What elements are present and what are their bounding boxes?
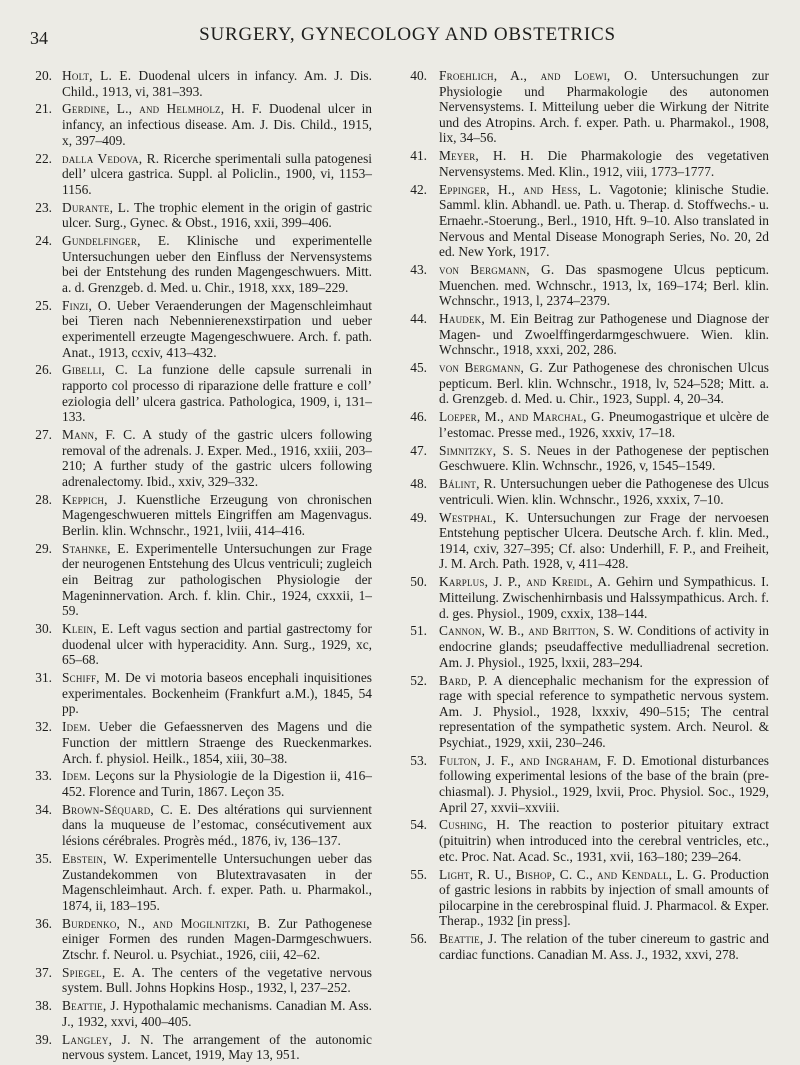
reference-author: Ebstein, W. [62,850,129,866]
reference-entry [22,68,372,99]
reference-number: 32. [35,719,52,735]
reference-author: Beattie, J. [439,931,497,947]
reference-author: Cannon, W. B., and Britton, S. W. [439,623,634,639]
reference-author: Haudek, M. [439,311,506,327]
reference-text: Untersuchungen ueber die Pathogenese des Ulcus ventriculi. Wien. klin. Wchnschr., 1926, xxxix, 7–10. [439,476,769,507]
reference-author: Keppich, J. [62,491,127,507]
reference-text: Ein Beitrag zur Pathogenese und Diagnose der Magen- und Zwoelffingerdarmgeschwuere. Wien. klin. Wchnschr., 1918, xxxi, 202, 286. [439,311,769,358]
reference-number: 37. [35,964,52,980]
running-head: SURGERY, GYNECOLOGY AND OBSTETRICS [199,24,616,45]
reference-author: Durante, L. [62,199,130,215]
reference-entry [22,151,372,198]
reference-entry [397,182,769,260]
reference-text: Zur Pathogenese des chronischen Ulcus pepticum. Berl. klin. Wchnschr., 1918, lv, 524–528; Mitt. a. d. Grenzgeb. d. Med. u. Chir., 1923, Suppl. 4, 20–34. [439,360,769,407]
reference-entry [22,541,372,619]
reference-author: Burdenko, N., and Mogilnitzki, B. [62,915,271,931]
reference-text: Klinische und experimentelle Untersuchungen ueber den Einfluss der Nervensystems bei der Entstehung des runden Magengeschwuers. Mitt. a. d. Grenzgeb. d. Med. u. Chir., 1918, xxx, 189–229. [62,233,372,295]
reference-author: von Bergmann, G. [439,262,555,278]
reference-author: Cushing, H. [439,817,510,833]
reference-entry [397,443,769,474]
reference-number: 52. [410,672,427,688]
reference-number: 30. [35,621,52,637]
reference-number: 48. [410,476,427,492]
reference-author: Stahnke, E. [62,540,130,556]
reference-entry [397,817,769,864]
reference-number: 28. [35,491,52,507]
reference-entry [397,409,769,440]
reference-number: 41. [410,148,427,164]
reference-author: Idem. [62,719,91,735]
reference-entry [22,298,372,360]
reference-author: Simnitzky, S. S. [439,442,531,458]
reference-entry [397,931,769,962]
reference-entry [397,673,769,751]
reference-entry [397,360,769,407]
reference-entry [22,719,372,766]
reference-text: Kuenstliche Erzeugung von chronischen Magengeschwueren mittels Eingriffen am Magenvagus. Berlin. klin. Wchnschr., 1921, lviii, 414–416. [62,491,372,538]
reference-entry [22,916,372,963]
reference-number: 26. [35,362,52,378]
reference-number: 33. [35,768,52,784]
reference-entry [397,623,769,670]
reference-number: 53. [410,752,427,768]
reference-entry [22,362,372,424]
reference-author: Bálint, R. [439,476,497,492]
reference-entry [22,768,372,799]
reference-number: 23. [35,199,52,215]
reference-text: Vagotonie; klinische Studie. Samml. klin. Abhandl. ue. Path. u. Therap. d. Stoffwechs.- u. Ernaehr.-Stoerung., Berl., 1910, Hft. 9–10. Also translated in Nervous and Mental Disease Monograph Series, No. 20, 2d ed. New York, 1917. [439,181,770,260]
reference-author: Karplus, J. P., and Kreidl, A. [439,574,611,590]
reference-number: 21. [35,101,52,117]
reference-text: Hypothalamic mechanisms. Canadian M. Ass. J., 1932, xxvi, 400–405. [62,998,372,1029]
reference-number: 36. [35,915,52,931]
page-header [30,22,785,52]
reference-entry [397,476,769,507]
reference-author: Klein, E. [62,621,114,637]
reference-text: Ueber die Gefaessnerven des Magens und die Function der mittlern Straenge des Rueckenmarkes. Arch. f. physiol. Heilk., 1854, xiii, 30–38. [62,719,372,766]
reference-author: von Bergmann, G. [439,360,543,376]
reference-entry [22,200,372,231]
reference-author: Beattie, J. [62,998,120,1014]
reference-number: 34. [35,801,52,817]
reference-author: Fulton, J. F., and Ingraham, F. D. [439,752,636,768]
reference-text: Gehirn und Sympathicus. I. Mitteilung. Zwischenhirnbasis und Halssympathicus. Arch. f. d. ges. Physiol., 1909, cxxix, 138–144. [439,574,769,621]
reference-entry [22,998,372,1029]
reference-number: 46. [410,409,427,425]
reference-entry [22,233,372,295]
reference-entry [22,965,372,996]
reference-text: La funzione delle capsule surrenali in rapporto col processo di riparazione delle fratture e coll’ eziologia dell’ ulcera gastrica. Pathologica, 1909, i, 131–133. [62,362,372,425]
reference-author: Loeper, M., and Marchal, G. [439,409,605,425]
reference-text: The reaction to posterior pituitary extract (pituitrin) when introduced into the cerebral ventricles, etc., etc. Proc. Nat. Acad. Sc., 1931, xvii, 163–180; 239–264. [439,817,769,864]
reference-number: 47. [410,442,427,458]
reference-entry [22,1032,372,1063]
reference-entry [397,753,769,815]
reference-text: Pneumogastrique et ulcère de l’estomac. Presse med., 1926, xxxiv, 17–18. [439,409,769,440]
reference-number: 42. [410,181,427,197]
reference-number: 56. [410,931,427,947]
reference-number: 29. [35,540,52,556]
reference-author: Light, R. U., Bishop, C. C., and Kendall, L. G. [439,866,707,882]
reference-entry [22,670,372,717]
reference-author: Finzi, O. [62,297,112,313]
reference-number: 51. [410,623,427,639]
reference-text: Zur Pathogenese einiger Formen des runden Magen-Darmgeschwuers. Ztschr. f. Neurol. u. Psychiat., 1926, ciii, 42–62. [62,915,372,962]
reference-text: Emotional disturbances following experimental lesions of the base of the brain (pre-chiasmal). J. Physiol., 1929, lxvii, Proc. Physiol. Soc., 1929, April 27, xxvii–xxviii. [439,752,769,815]
reference-number: 50. [410,574,427,590]
reference-text: Left vagus section and partial gastrectomy for duodenal ulcer with hyperacidity. Ann. Surg., 1929, xc, 65–68. [62,621,372,668]
reference-number: 35. [35,850,52,866]
reference-author: Gundelfinger, E. [62,233,170,249]
reference-text: The centers of the vegetative nervous system. Bull. Johns Hopkins Hosp., 1932, l, 237–252. [62,964,373,996]
reference-text: Experimentelle Untersuchungen ueber das Zustandekommen von Blutextravasaten in der Magenschleimhaut. Arch. f. exper. Path. u. Pharmakol., 1874, ii, 183–195. [62,850,372,913]
reference-number: 55. [410,866,427,882]
reference-number: 39. [35,1031,52,1047]
reference-entry [397,867,769,929]
reference-text: Untersuchungen zur Physiologie und Pharmakologie des autonomen Nervensystems. I. Mitteilung ueber die Wirkung der Nitrite und des Atropins. Arch. f. exper. Path. u. Pharmakol., 1908, lix, 34–56. [439,68,769,146]
reference-number: 43. [410,262,427,278]
reference-text: Das spasmogene Ulcus pepticum. Muenchen. med. Wchnschr., 1913, lx, 169–174; Berl. klin. Wchnschr., 1913, l, 2374–2379. [439,262,769,309]
reference-number: 54. [410,817,427,833]
reference-text: Production of gastric lesions in rabbits by injection of small amounts of pilocarpine in the cerebrospinal fluid. J. Pharmacol. & Exper. Therap., 1932 [in press]. [439,866,769,929]
reference-text: Duodenal ulcers in infancy. Am. J. Dis. Child., 1913, vi, 381–393. [62,68,372,99]
reference-number: 24. [35,233,52,249]
reference-entry [397,148,769,179]
reference-author: Froehlich, A., and Loewi, O. [439,68,638,83]
reference-author: Spiegel, E. A. [62,964,145,980]
reference-text: Conditions of activity in endocrine glands; pseudaffective medulliadrenal secretion. Am. J. Physiol., 1925, lxxii, 283–294. [439,623,769,670]
reference-number: 22. [35,150,52,166]
reference-entry [22,621,372,668]
page-number: 34 [30,28,48,48]
reference-author: Meyer, H. H. [439,148,534,164]
reference-text: Die Pharmakologie des vegetativen Nervensystems. Med. Klin., 1912, viii, 1773–1777. [439,148,769,179]
reference-text: Experimentelle Untersuchungen zur Frage der neurogenen Entstehung des Ulcus ventriculi; zugleich ein Beitrag zur pathologischen Physiologie der Mageninnervation. Arch. f. klin. Chir., 1924, cxxxii, 1–59. [62,540,372,619]
reference-text: A study of the gastric ulcers following removal of the adrenals. J. Exper. Med., 1916, xxiii, 203–210; A further study of the gastric ulcers following adrenalectomy. Ibid., xxiv, 329–332. [62,427,372,489]
reference-text: Leçons sur la Physiologie de la Digestion ii, 416–452. Florence and Turin, 1867. Leçon 35. [62,768,372,799]
reference-author: Langley, J. N. [62,1031,154,1047]
reference-author: Mann, F. C. [62,427,136,443]
reference-number: 49. [410,509,427,525]
reference-number: 44. [410,311,427,327]
reference-text: The trophic element in the origin of gastric ulcer. Surg., Gynec. & Obst., 1916, xxii, 399–406. [62,199,372,231]
reference-author: Brown-Séquard, C. E. [62,801,192,817]
reference-text: A diencephalic mechanism for the expression of rage with special reference to sympathetic nervous system. Am. J. Physiol., 1928, lxxxiv, 490–515; The central representation of the sympathetic system. Arch. Neurol. & Psychiat., 1929, xxii, 230–246. [439,672,770,750]
reference-entry [22,851,372,913]
references-column-left [22,68,372,1065]
reference-entry [397,262,769,309]
reference-author: Gerdine, L., and Helmholz, H. F. [62,101,263,117]
reference-number: 27. [35,427,52,443]
reference-entry [397,68,769,146]
reference-author: Westphal, K. [439,509,519,525]
reference-entry [22,492,372,539]
reference-text: Duodenal ulcer in infancy, an infectious disease. Am. J. Dis. Child., 1915, x, 397–409. [62,101,372,148]
reference-author: Idem. [62,768,91,784]
reference-author: Gibelli, C. [62,362,128,378]
reference-number: 38. [35,998,52,1014]
references-column-right [397,68,769,965]
reference-author: dalla Vedova, R. [62,150,160,166]
reference-text: De vi motoria baseos encephali inquisitiones experimentales. Bockenheim (Frankfurt a.M.), 1845, 54 pp. [62,670,372,717]
reference-entry [22,427,372,489]
reference-author: Holt, L. E. [62,68,132,83]
reference-number: 45. [410,360,427,376]
reference-entry [22,101,372,148]
reference-text: Untersuchungen zur Frage der nervoesen Entstehung peptischer Ulcera. Deutsche Arch. f. klin. Med., 1914, cxiv, 327–395; Cf. also: Underhill, F. P., and Freiheit, J. M. Arch. Path. 1928, v, 411–428. [439,509,769,572]
reference-author: Bard, P. [439,672,488,688]
reference-entry [397,311,769,358]
reference-number: 31. [35,670,52,686]
reference-number: 20. [35,68,52,83]
reference-author: Schiff, M. [62,670,121,686]
reference-entry [397,510,769,572]
reference-text: Des altérations qui surviennent dans la muqueuse de l’estomac, consécutivement aux lésions cérébrales. Progrès méd., 1876, iv, 136–137. [62,801,372,849]
reference-text: Neues in der Pathogenese der peptischen Geschwuere. Klin. Wchnschr., 1926, v, 1545–1549. [439,442,769,474]
reference-text: The relation of the tuber cinereum to gastric and cardiac functions. Canadian M. Ass. J., 1932, xxvi, 278. [439,931,769,962]
reference-text: Ueber Veraenderungen der Magenschleimhaut bei Tieren nach Nebennierenexstirpation und ueber experimentell erzeugte Magengeschwuere. Arch. f. path. Anat., 1913, ccxiv, 413–432. [62,297,372,360]
reference-text: The arrangement of the autonomic nervous system. Lancet, 1919, May 13, 951. [62,1031,372,1063]
reference-number: 25. [35,297,52,313]
reference-number: 40. [410,68,427,83]
reference-author: Eppinger, H., and Hess, L. [439,181,602,197]
reference-entry [22,802,372,849]
reference-text: Ricerche sperimentali sulla patogenesi dell’ ulcera gastrica. Suppl. al Policlin., 1900, vi, 1153–1156. [62,150,372,197]
reference-entry [397,574,769,621]
